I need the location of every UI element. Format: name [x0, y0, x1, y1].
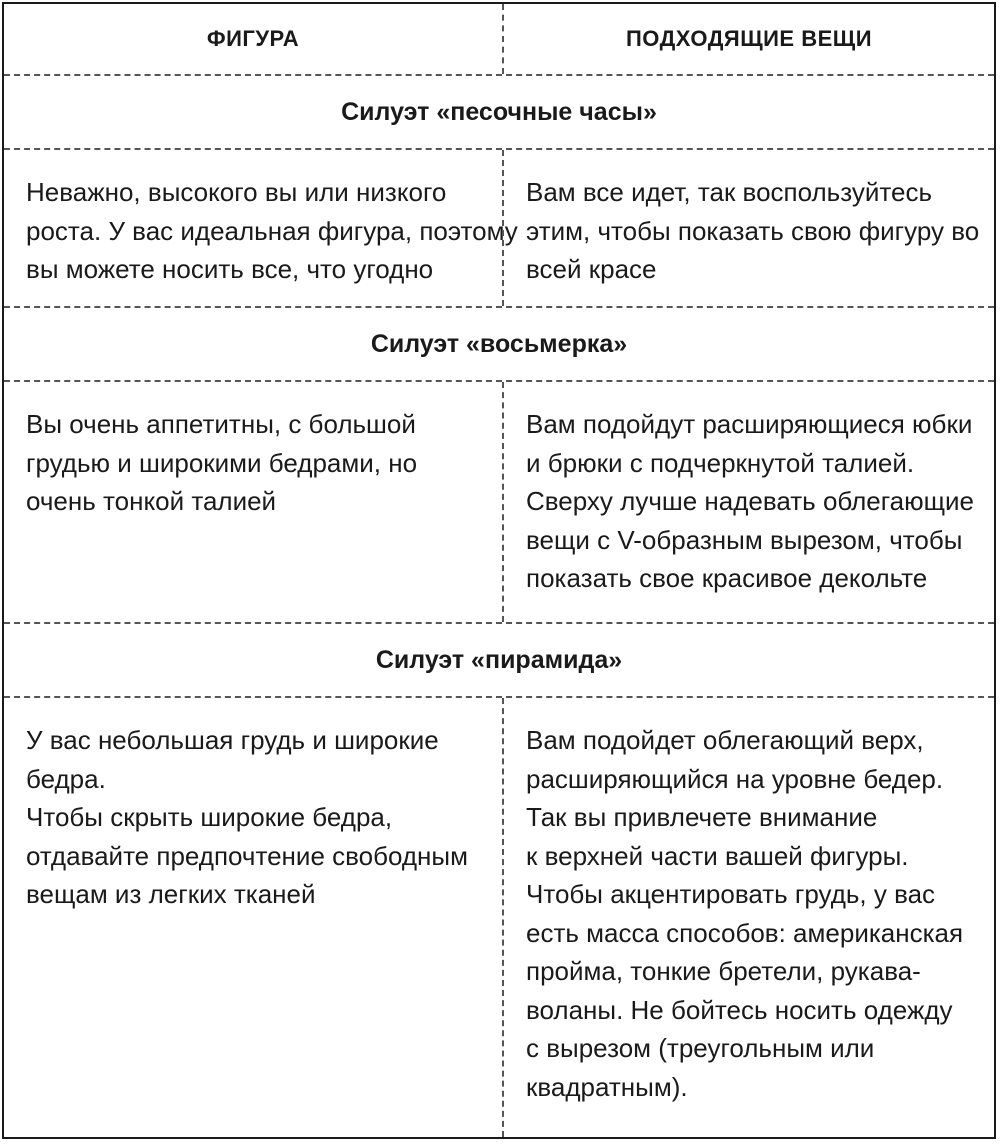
- text-line: пройма, тонкие бретели, рукава-: [526, 956, 921, 986]
- text-line: Вам подойдет облегающий верх,: [526, 725, 924, 755]
- text-line: вещи с V-образным вырезом, чтобы: [526, 524, 963, 555]
- text-line: показать свое красивое декольте: [526, 563, 928, 593]
- figure-description: [4, 382, 502, 622]
- text-line: Чтобы скрыть широкие бедра,: [26, 802, 393, 832]
- figure-description: [4, 698, 502, 1137]
- section-title: Силуэт «пирамида»: [375, 645, 623, 674]
- section-title: Силуэт «восьмерка»: [370, 329, 628, 358]
- text-line: Вы очень аппетитны, с большой: [26, 409, 416, 439]
- suitable-items-description: [502, 382, 994, 622]
- text-line: и брюки с подчеркнутой талией.: [526, 447, 915, 478]
- header-figure: ФИГУРА: [206, 26, 300, 51]
- text-line: отдавайте предпочтение свободным: [26, 840, 468, 871]
- text-line: воланы. Не бойтесь носить одежду: [526, 994, 953, 1025]
- text-line: Вам все идет, так воспользуйтесь: [526, 177, 932, 207]
- text-line: Вам подойдут расширяющиеся юбки: [526, 409, 973, 439]
- table-row: [4, 380, 994, 622]
- text-line: есть масса способов: американская: [526, 917, 964, 948]
- text-line: квадратным).: [526, 1071, 688, 1102]
- table-row: [4, 148, 994, 306]
- table-header-row: [4, 4, 994, 74]
- suitable-items-description: [502, 698, 994, 1137]
- text-line: расширяющийся на уровне бедер.: [526, 763, 944, 794]
- comparison-table: [2, 2, 996, 1139]
- figure-description: [4, 150, 518, 306]
- suitable-items-description: [502, 150, 994, 306]
- section-title-row: [4, 622, 994, 696]
- text-line: вещам из легких тканей: [26, 879, 316, 909]
- table-row: [4, 696, 994, 1137]
- text-line: У вас небольшая грудь и широкие: [26, 725, 439, 755]
- section-title-row: [4, 74, 994, 148]
- text-line: всей красе: [526, 254, 657, 284]
- header-items: ПОДХОДЯЩИЕ ВЕЩИ: [502, 4, 994, 74]
- text-line: с вырезом (треугольным или: [526, 1033, 875, 1063]
- section-title-row: [4, 306, 994, 380]
- text-line: этим, чтобы показать свою фигуру во: [526, 215, 980, 246]
- text-line: Неважно, высокого вы или низкого: [26, 177, 447, 207]
- text-line: Так вы привлечете внимание: [526, 802, 878, 832]
- text-line: грудью и широкими бедрами, но: [26, 447, 418, 478]
- section-title: Силуэт «песочные часы»: [341, 97, 657, 126]
- text-line: вы можете носить все, что угодно: [26, 254, 434, 284]
- text-line: Чтобы акцентировать грудь, у вас: [526, 879, 936, 909]
- text-line: очень тонкой талией: [26, 486, 277, 516]
- text-line: бедра.: [26, 763, 106, 794]
- text-line: к верхней части вашей фигуры.: [526, 840, 909, 871]
- text-line: Сверху лучше надевать облегающие: [526, 486, 975, 516]
- text-line: роста. У вас идеальная фигура, поэтому: [26, 215, 518, 246]
